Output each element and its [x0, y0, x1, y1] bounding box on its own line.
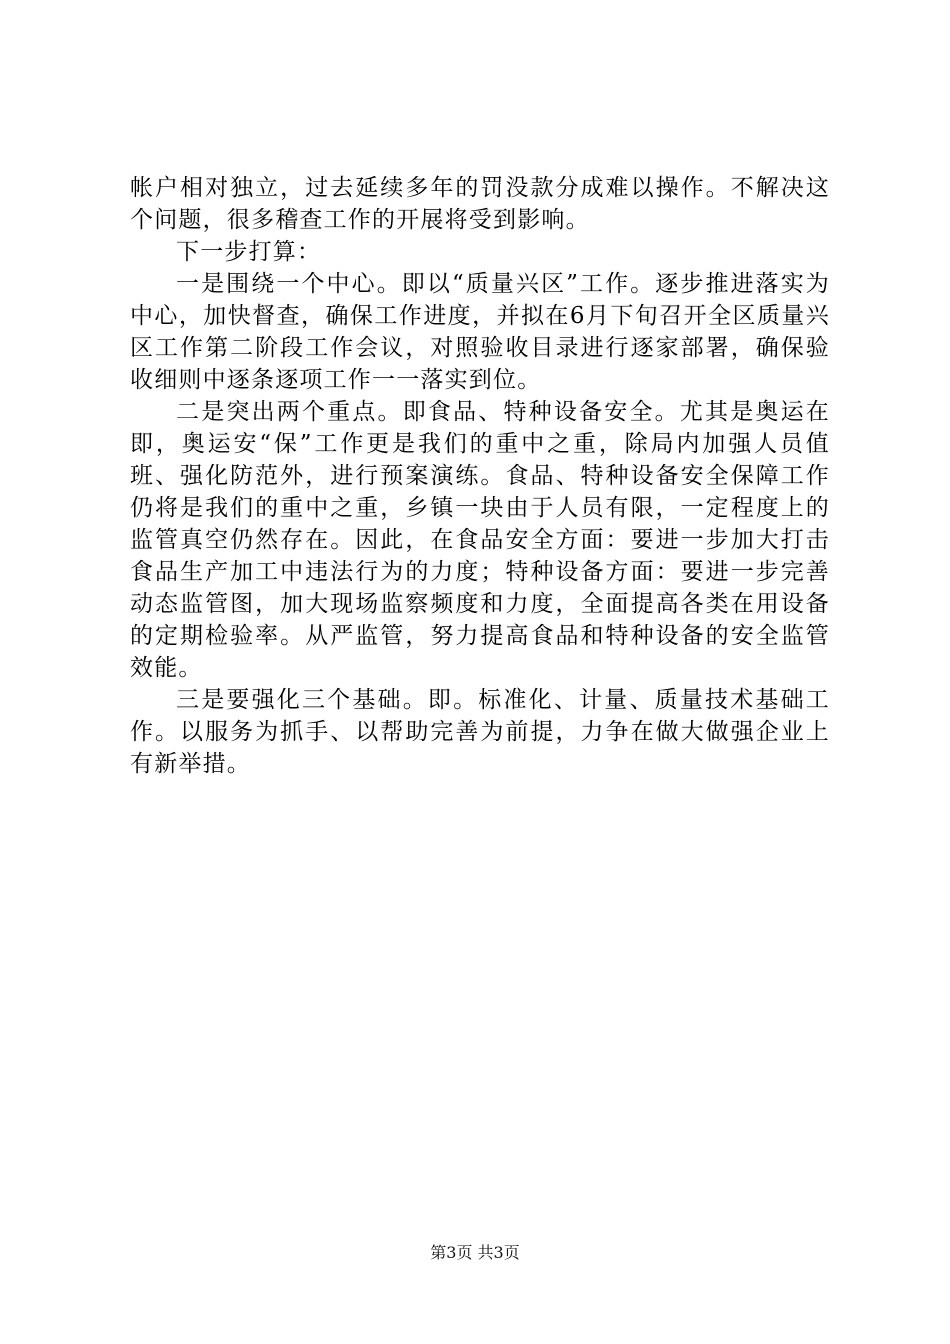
paragraph-three-foundations: 三是要强化三个基础。即。标准化、计量、质量技术基础工作。以服务为抓手、以帮助完善为前提，力争在做大做强企业上有新举措。: [130, 687, 830, 777]
paragraph-next-steps-heading: 下一步打算：: [176, 239, 322, 265]
paragraph-two-focus-points: 二是突出两个重点。即食品、特种设备安全。尤其是奥运在即，奥运安“保”工作更是我们的重中之重，除局内加强人员值班、强化防范外，进行预案演练。食品、特种设备安全保障工作仍将是我们的重中之重，乡镇一块由于人员有限，一定程度上的监管真空仍然存在。因此，在食品安全方面：要进一步加大打击食品生产加工中违法行为的力度；特种设备方面：要进一步完善动态监管图，加大现场监察频度和力度，全面提高各类在用设备的定期检验率。从严监管，努力提高食品和特种设备的安全监管效能。: [130, 399, 830, 681]
paragraph-one-center: 一是围绕一个中心。即以“质量兴区”工作。逐步推进落实为中心，加快督查，确保工作进度，并拟在6月下旬召开全区质量兴区工作第二阶段工作会议，对照验收目录进行逐家部署，确保验收细则中逐条逐项工作一一落实到位。: [130, 271, 830, 393]
document-body: [130, 172, 830, 780]
paragraph-continuation: 帐户相对独立，过去延续多年的罚没款分成难以操作。不解决这个问题，很多稽查工作的开展将受到影响。: [130, 175, 830, 233]
page-number-footer: 第3页 共3页: [430, 1243, 520, 1262]
